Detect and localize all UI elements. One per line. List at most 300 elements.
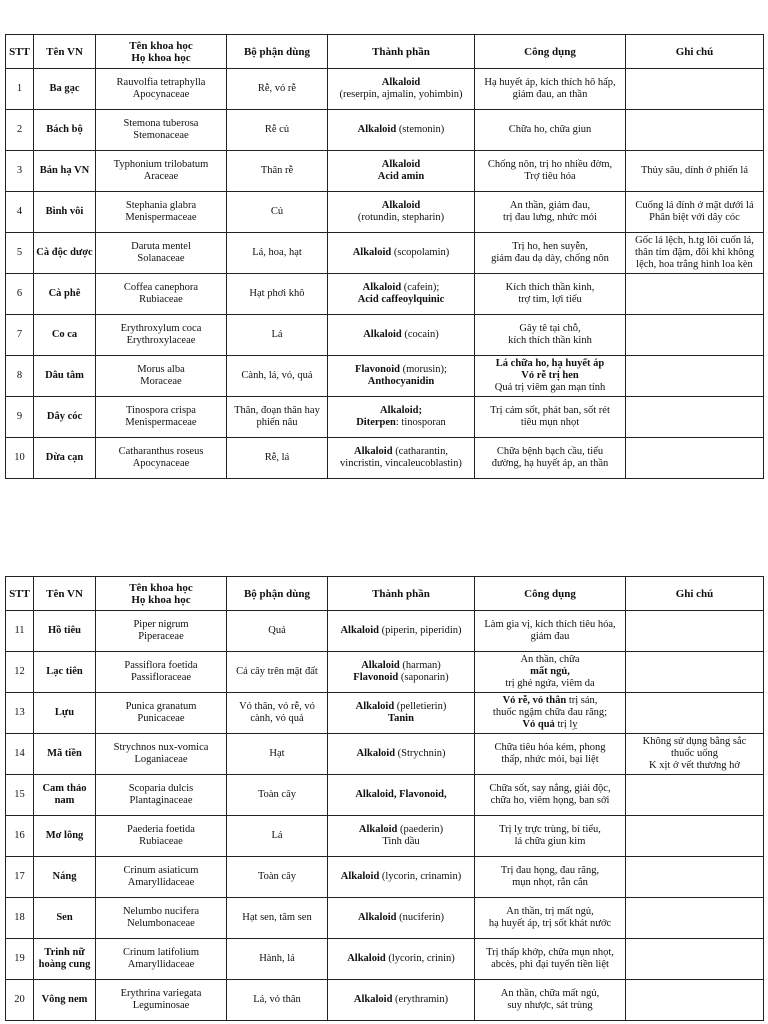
cell-ten-khoa-hoc <box>96 315 227 356</box>
scientific-name: Passiflora foetida <box>124 660 198 671</box>
usage-text: Quả trị viêm gan mạn tính <box>494 382 606 393</box>
cell-bo-phan: Vỏ thân, vỏ rễ, vỏ cành, vỏ quả <box>227 693 328 734</box>
usage-text: trị đau lưng, nhức mỏi <box>503 212 597 223</box>
component-text: (piperin, piperidin) <box>378 625 462 636</box>
cell-thanh-phan <box>328 939 475 980</box>
component-bold: Alkaloid <box>347 953 386 964</box>
header-ten-khoa-hoc-line1: Tên khoa học <box>129 39 193 52</box>
table-body-1 <box>6 69 764 479</box>
component-text: (stemonin) <box>396 124 445 135</box>
table-row <box>6 397 764 438</box>
usage-text: trị sán, <box>566 695 598 706</box>
usage-text: Làm gia vị, kích thích tiêu hóa, <box>484 619 616 630</box>
cell-ghi-chu <box>626 69 764 110</box>
cell-bo-phan: Củ <box>227 192 328 233</box>
component-text: (reserpin, ajmalin, yohimbin) <box>339 89 463 100</box>
cell-ghi-chu <box>626 397 764 438</box>
cell-stt: 19 <box>6 939 34 980</box>
cell-ten-khoa-hoc <box>96 397 227 438</box>
herb-table-1 <box>5 34 764 479</box>
usage-text: trị ghẻ ngứa, viêm da <box>505 678 595 689</box>
cell-thanh-phan <box>328 980 475 1021</box>
component-bold: Alkaloid <box>363 329 402 340</box>
cell-cong-dung <box>475 652 626 693</box>
table-row <box>6 151 764 192</box>
usage-text: Chữa ho, chữa giun <box>508 124 592 135</box>
component-bold: Alkaloid <box>381 200 421 211</box>
component-bold: Acid caffeoylquinic <box>357 294 445 305</box>
component-bold: Alkaloid <box>381 77 421 88</box>
cell-ten-vn: Dâu tằm <box>34 356 96 397</box>
component-bold: Alkaloid <box>352 247 392 258</box>
family-name: Piperaceae <box>138 631 184 642</box>
header-ten-vn: Tên VN <box>34 35 96 69</box>
scientific-name: Nelumbo nucifera <box>122 906 200 917</box>
cell-thanh-phan <box>328 734 475 775</box>
cell-bo-phan: Lá <box>227 315 328 356</box>
cell-ghi-chu <box>626 693 764 734</box>
cell-ten-vn: Lựu <box>34 693 96 734</box>
cell-stt: 15 <box>6 775 34 816</box>
cell-cong-dung <box>475 397 626 438</box>
cell-ten-khoa-hoc <box>96 652 227 693</box>
header-stt: STT <box>6 577 34 611</box>
cell-ghi-chu <box>626 652 764 693</box>
usage-text: mụn nhọt, rắn cắn <box>512 877 588 888</box>
cell-bo-phan: Lá, vỏ thân <box>227 980 328 1021</box>
cell-cong-dung <box>475 233 626 274</box>
cell-bo-phan: Toàn cây <box>227 857 328 898</box>
cell-stt: 18 <box>6 898 34 939</box>
cell-ten-khoa-hoc <box>96 356 227 397</box>
cell-ten-vn: Bách bộ <box>34 110 96 151</box>
note-line: Không sử dụng bằng sắc <box>642 736 747 747</box>
cell-ghi-chu <box>626 980 764 1021</box>
component-text: (cocain) <box>401 329 439 340</box>
cell-ten-khoa-hoc <box>96 233 227 274</box>
note-line: lệch, hoa trắng hình loa kèn <box>636 259 753 270</box>
family-name: Rubiaceae <box>139 836 183 847</box>
usage-text: đường, hạ huyết áp, an thần <box>491 458 609 469</box>
family-name: Amaryllidaceae <box>127 959 195 970</box>
table-row <box>6 438 764 479</box>
table-row <box>6 652 764 693</box>
cell-bo-phan: Hạt <box>227 734 328 775</box>
cell-thanh-phan <box>328 857 475 898</box>
cell-thanh-phan <box>328 693 475 734</box>
scientific-name: Catharanthus roseus <box>118 446 204 457</box>
usage-text: An thần, chữa mất ngủ, <box>500 988 600 999</box>
cell-ghi-chu <box>626 233 764 274</box>
cell-cong-dung <box>475 980 626 1021</box>
cell-stt: 20 <box>6 980 34 1021</box>
family-name: Erythroxylaceae <box>126 335 196 346</box>
cell-stt: 4 <box>6 192 34 233</box>
cell-stt: 14 <box>6 734 34 775</box>
cell-bo-phan: Hạt sen, tâm sen <box>227 898 328 939</box>
usage-text: kích thích thần kinh <box>508 335 592 346</box>
family-name: Passifloraceae <box>130 672 192 683</box>
cell-thanh-phan <box>328 233 475 274</box>
header-ten-khoa-hoc-line1: Tên khoa học <box>129 581 193 594</box>
cell-cong-dung <box>475 693 626 734</box>
cell-bo-phan: Thân, đoạn thân hay phiến nâu <box>227 397 328 438</box>
cell-ghi-chu <box>626 816 764 857</box>
table-row <box>6 939 764 980</box>
usage-text: giảm đau, an thần <box>512 89 588 100</box>
usage-text: Trị cảm sốt, phát ban, sốt rét <box>490 405 610 416</box>
component-bold: Flavonoid <box>355 364 400 375</box>
table-row <box>6 857 764 898</box>
table-row <box>6 356 764 397</box>
scientific-name: Crinum asiaticum <box>123 865 199 876</box>
component-text: vincristin, vincaleucoblastin) <box>340 458 462 469</box>
cell-ten-khoa-hoc <box>96 274 227 315</box>
note-line: Thủy sâu, dính ở phiến lá <box>640 165 749 176</box>
cell-stt: 6 <box>6 274 34 315</box>
header-bo-phan: Bộ phận dùng <box>227 577 328 611</box>
family-name: Apocynaceae <box>132 458 190 469</box>
cell-stt: 13 <box>6 693 34 734</box>
family-name: Solanaceae <box>137 253 185 264</box>
component-bold: Alkaloid <box>340 871 380 882</box>
component-text: (erythramin) <box>392 994 449 1005</box>
scientific-name: Stephania glabra <box>125 200 197 211</box>
usage-text: trị lỵ <box>554 719 578 730</box>
usage-text: An thần, giảm đau, <box>509 200 591 211</box>
usage-text: giảm đau dạ dày, chống nôn <box>491 253 609 264</box>
family-name: Loganiaceae <box>134 754 188 765</box>
usage-text: Chữa bệnh bạch cầu, tiểu <box>496 446 604 457</box>
usage-text: trợ tim, lợi tiểu <box>518 294 582 305</box>
cell-ghi-chu <box>626 775 764 816</box>
cell-bo-phan: Thân rễ <box>227 151 328 192</box>
component-text: (catharantin, <box>392 446 448 457</box>
component-text: (harman) <box>399 660 441 671</box>
component-bold: Alkaloid <box>357 912 397 923</box>
cell-bo-phan: Rễ củ <box>227 110 328 151</box>
header-stt: STT <box>6 35 34 69</box>
cell-stt: 8 <box>6 356 34 397</box>
cell-bo-phan: Rễ, lá <box>227 438 328 479</box>
scientific-name: Rauvolfia tetraphylla <box>116 77 206 88</box>
cell-ghi-chu <box>626 274 764 315</box>
cell-thanh-phan <box>328 397 475 438</box>
note-line: K xịt ở vết thương hở <box>649 760 740 771</box>
cell-ten-vn: Náng <box>34 857 96 898</box>
usage-text: An thần, trị mất ngủ, <box>506 906 594 917</box>
cell-thanh-phan <box>328 356 475 397</box>
component-text: (scopolamin) <box>391 247 450 258</box>
cell-ten-khoa-hoc <box>96 816 227 857</box>
scientific-name: Erythrina variegata <box>120 988 202 999</box>
usage-text: chữa ho, viêm họng, ban sởi <box>490 795 610 806</box>
table-row <box>6 734 764 775</box>
family-name: Menispermaceae <box>125 212 197 223</box>
component-bold: Alkaloid <box>381 159 421 170</box>
cell-ten-khoa-hoc <box>96 857 227 898</box>
usage-text: giảm đau <box>530 631 570 642</box>
note-line: Cuống lá đính ở mặt dưới lá <box>635 200 754 211</box>
note-line: thân tím đậm, đôi khi không <box>635 247 754 258</box>
header-thanh-phan: Thành phần <box>328 35 475 69</box>
scientific-name: Piper nigrum <box>133 619 189 630</box>
cell-stt: 5 <box>6 233 34 274</box>
usage-text: suy nhược, sát trùng <box>507 1000 593 1011</box>
usage-text: Gây tê tại chỗ, <box>519 323 581 334</box>
usage-text: Chữa sốt, say nắng, giải độc, <box>489 783 611 794</box>
component-bold: Alkaloid; <box>379 405 422 416</box>
note-line: Phân biệt với dây cóc <box>649 212 740 223</box>
cell-ten-vn: Cà độc dược <box>34 233 96 274</box>
cell-ten-khoa-hoc <box>96 775 227 816</box>
cell-ten-khoa-hoc <box>96 939 227 980</box>
cell-bo-phan: Lá <box>227 816 328 857</box>
usage-text: Trị thấp khớp, chữa mụn nhọt, <box>486 947 614 958</box>
cell-cong-dung <box>475 151 626 192</box>
scientific-name: Typhonium trilobatum <box>113 159 209 170</box>
scientific-name: Morus alba <box>137 364 185 375</box>
usage-text: lá chữa giun kim <box>514 836 586 847</box>
table-row <box>6 233 764 274</box>
component-text: (pelletierin) <box>394 701 447 712</box>
scientific-name: Coffea canephora <box>123 282 199 293</box>
cell-thanh-phan <box>328 438 475 479</box>
cell-stt: 7 <box>6 315 34 356</box>
component-bold: Alkaloid <box>340 625 379 636</box>
cell-ghi-chu <box>626 356 764 397</box>
table-row <box>6 693 764 734</box>
cell-ghi-chu <box>626 315 764 356</box>
cell-ten-vn: Trinh nữ hoàng cung <box>34 939 96 980</box>
usage-bold: Vỏ quả <box>522 719 555 730</box>
header-cong-dung: Công dụng <box>475 35 626 69</box>
family-name: Nelumbonaceae <box>127 918 195 929</box>
cell-thanh-phan <box>328 775 475 816</box>
cell-cong-dung <box>475 274 626 315</box>
cell-ten-khoa-hoc <box>96 192 227 233</box>
cell-ghi-chu <box>626 857 764 898</box>
usage-text: thuốc ngậm chữa đau răng; <box>492 707 608 718</box>
component-bold: Alkaloid <box>354 446 393 457</box>
usage-text: Kích thích thần kinh, <box>505 282 595 293</box>
component-bold: Alkaloid, Flavonoid, <box>355 789 447 800</box>
component-bold: Alkaloid <box>356 748 396 759</box>
cell-ten-vn: Cà phê <box>34 274 96 315</box>
component-text: (rotundin, stepharin) <box>357 212 445 223</box>
cell-bo-phan: Quả <box>227 611 328 652</box>
cell-cong-dung <box>475 192 626 233</box>
cell-ten-vn: Cam thảo nam <box>34 775 96 816</box>
scientific-name: Daruta mentel <box>131 241 191 252</box>
cell-cong-dung <box>475 734 626 775</box>
cell-thanh-phan <box>328 652 475 693</box>
table-row <box>6 192 764 233</box>
cell-ten-khoa-hoc <box>96 110 227 151</box>
table-row <box>6 69 764 110</box>
usage-text: Trị ho, hen suyễn, <box>512 241 588 252</box>
scientific-name: Stemona tuberosa <box>123 118 199 129</box>
cell-ten-khoa-hoc <box>96 980 227 1021</box>
table-header-row <box>6 35 764 69</box>
cell-bo-phan: Cành, lá, vỏ, quả <box>227 356 328 397</box>
cell-stt: 1 <box>6 69 34 110</box>
cell-ten-khoa-hoc <box>96 69 227 110</box>
scientific-name: Strychnos nux-vomica <box>113 742 209 753</box>
cell-ten-vn: Co ca <box>34 315 96 356</box>
header-ten-khoa-hoc-line2: Họ khoa học <box>131 51 191 64</box>
usage-text: Trợ tiêu hóa <box>524 171 576 182</box>
family-name: Menispermaceae <box>125 417 197 428</box>
header-ten-khoa-hoc <box>96 35 227 69</box>
cell-cong-dung <box>475 775 626 816</box>
cell-ghi-chu <box>626 611 764 652</box>
component-text: (lycorin, crinin) <box>385 953 455 964</box>
component-text: (saponarin) <box>398 672 449 683</box>
component-bold: Anthocyanidin <box>367 376 435 387</box>
cell-stt: 3 <box>6 151 34 192</box>
usage-text: Chữa tiêu hóa kém, phong <box>494 742 606 753</box>
cell-ten-khoa-hoc <box>96 611 227 652</box>
component-bold: Alkaloid <box>361 660 400 671</box>
usage-text: An thần, chữa <box>520 654 580 665</box>
component-text: : tinosporan <box>395 417 446 428</box>
cell-ten-vn: Vông nem <box>34 980 96 1021</box>
cell-bo-phan: Hạt phơi khô <box>227 274 328 315</box>
component-bold: Tanin <box>388 713 414 724</box>
header-ten-vn: Tên VN <box>34 577 96 611</box>
scientific-name: Paederia foetida <box>127 824 195 835</box>
table-body-2 <box>6 611 764 1021</box>
scientific-name: Punica granatum <box>125 701 197 712</box>
cell-ten-vn: Hồ tiêu <box>34 611 96 652</box>
usage-text: Trị đau họng, đau răng, <box>500 865 600 876</box>
component-bold: Diterpen <box>356 417 396 428</box>
cell-thanh-phan <box>328 898 475 939</box>
cell-stt: 17 <box>6 857 34 898</box>
cell-ten-khoa-hoc <box>96 734 227 775</box>
cell-thanh-phan <box>328 611 475 652</box>
component-text: (morusin); <box>399 364 447 375</box>
component-bold: Acid amin <box>377 171 425 182</box>
cell-ghi-chu <box>626 151 764 192</box>
header-ghi-chu: Ghi chú <box>626 35 764 69</box>
family-name: Plantaginaceae <box>129 795 193 806</box>
cell-cong-dung <box>475 611 626 652</box>
family-name: Araceae <box>143 171 179 182</box>
cell-stt: 16 <box>6 816 34 857</box>
cell-ten-vn: Sen <box>34 898 96 939</box>
cell-cong-dung <box>475 315 626 356</box>
component-bold: Alkaloid <box>362 282 402 293</box>
cell-ghi-chu <box>626 734 764 775</box>
component-text: (nuciferin) <box>396 912 445 923</box>
usage-text: thấp, nhức mỏi, bại liệt <box>501 754 599 765</box>
header-ghi-chu: Ghi chú <box>626 577 764 611</box>
cell-bo-phan: Lá, hoa, hạt <box>227 233 328 274</box>
usage-bold: mất ngủ, <box>530 666 570 677</box>
usage-text: Hạ huyết áp, kích thích hô hấp, <box>484 77 616 88</box>
component-text: Tinh dầu <box>382 836 420 847</box>
cell-thanh-phan <box>328 151 475 192</box>
cell-thanh-phan <box>328 315 475 356</box>
cell-ten-khoa-hoc <box>96 693 227 734</box>
header-thanh-phan: Thành phần <box>328 577 475 611</box>
table-header-row <box>6 577 764 611</box>
usage-bold: Vỏ rễ trị hen <box>521 370 579 381</box>
table-row <box>6 898 764 939</box>
cell-ghi-chu <box>626 110 764 151</box>
cell-bo-phan: Rễ, vỏ rễ <box>227 69 328 110</box>
cell-stt: 9 <box>6 397 34 438</box>
cell-ghi-chu <box>626 898 764 939</box>
cell-cong-dung <box>475 110 626 151</box>
cell-bo-phan: Cả cây trên mặt đất <box>227 652 328 693</box>
usage-bold: Vỏ rễ, vỏ thân <box>502 695 567 706</box>
family-name: Stemonaceae <box>133 130 189 141</box>
cell-thanh-phan <box>328 816 475 857</box>
component-text: (lycorin, crinamin) <box>379 871 462 882</box>
component-bold: Alkaloid <box>358 824 398 835</box>
cell-cong-dung <box>475 939 626 980</box>
family-name: Punicaceae <box>137 713 185 724</box>
table-row <box>6 315 764 356</box>
cell-cong-dung <box>475 356 626 397</box>
family-name: Leguminosae <box>132 1000 190 1011</box>
herb-table-2 <box>5 576 764 1021</box>
table-row <box>6 816 764 857</box>
component-text: (Strychnin) <box>395 748 446 759</box>
scientific-name: Tinospora crispa <box>126 405 196 416</box>
cell-stt: 2 <box>6 110 34 151</box>
usage-text: Chống nôn, trị ho nhiều đờm, <box>487 159 613 170</box>
cell-ten-khoa-hoc <box>96 438 227 479</box>
cell-thanh-phan <box>328 69 475 110</box>
cell-ten-vn: Dừa cạn <box>34 438 96 479</box>
usage-bold: Lá chữa ho, hạ huyết áp <box>495 358 605 369</box>
table-row <box>6 110 764 151</box>
header-ten-khoa-hoc-line2: Họ khoa học <box>131 593 191 606</box>
cell-ten-vn: Mã tiền <box>34 734 96 775</box>
cell-cong-dung <box>475 857 626 898</box>
usage-text: abcès, phì đại tuyến tiền liệt <box>491 959 609 970</box>
cell-cong-dung <box>475 816 626 857</box>
cell-ten-vn: Dây cóc <box>34 397 96 438</box>
cell-stt: 12 <box>6 652 34 693</box>
component-text: (cafein); <box>401 282 440 293</box>
cell-thanh-phan <box>328 110 475 151</box>
cell-bo-phan: Toàn cây <box>227 775 328 816</box>
usage-text: Trị lỵ trực trùng, bí tiểu, <box>499 824 601 835</box>
scientific-name: Crinum latifolium <box>122 947 200 958</box>
family-name: Apocynaceae <box>132 89 190 100</box>
note-line: thuốc uống <box>671 748 718 759</box>
cell-ghi-chu <box>626 438 764 479</box>
component-bold: Flavonoid <box>353 672 399 683</box>
family-name: Moraceae <box>140 376 182 387</box>
usage-text: tiêu mụn nhọt <box>520 417 580 428</box>
cell-ten-vn: Bình vôi <box>34 192 96 233</box>
usage-text: hạ huyết áp, trị sốt khát nước <box>488 918 612 929</box>
cell-ten-vn: Ba gạc <box>34 69 96 110</box>
component-bold: Alkaloid <box>355 701 395 712</box>
component-bold: Alkaloid <box>357 124 397 135</box>
cell-cong-dung <box>475 438 626 479</box>
cell-ten-vn: Lạc tiên <box>34 652 96 693</box>
scientific-name: Scoparia dulcis <box>128 783 194 794</box>
table-row <box>6 274 764 315</box>
note-line: Gốc lá lệch, h.tg lôi cuốn lá, <box>635 235 754 246</box>
